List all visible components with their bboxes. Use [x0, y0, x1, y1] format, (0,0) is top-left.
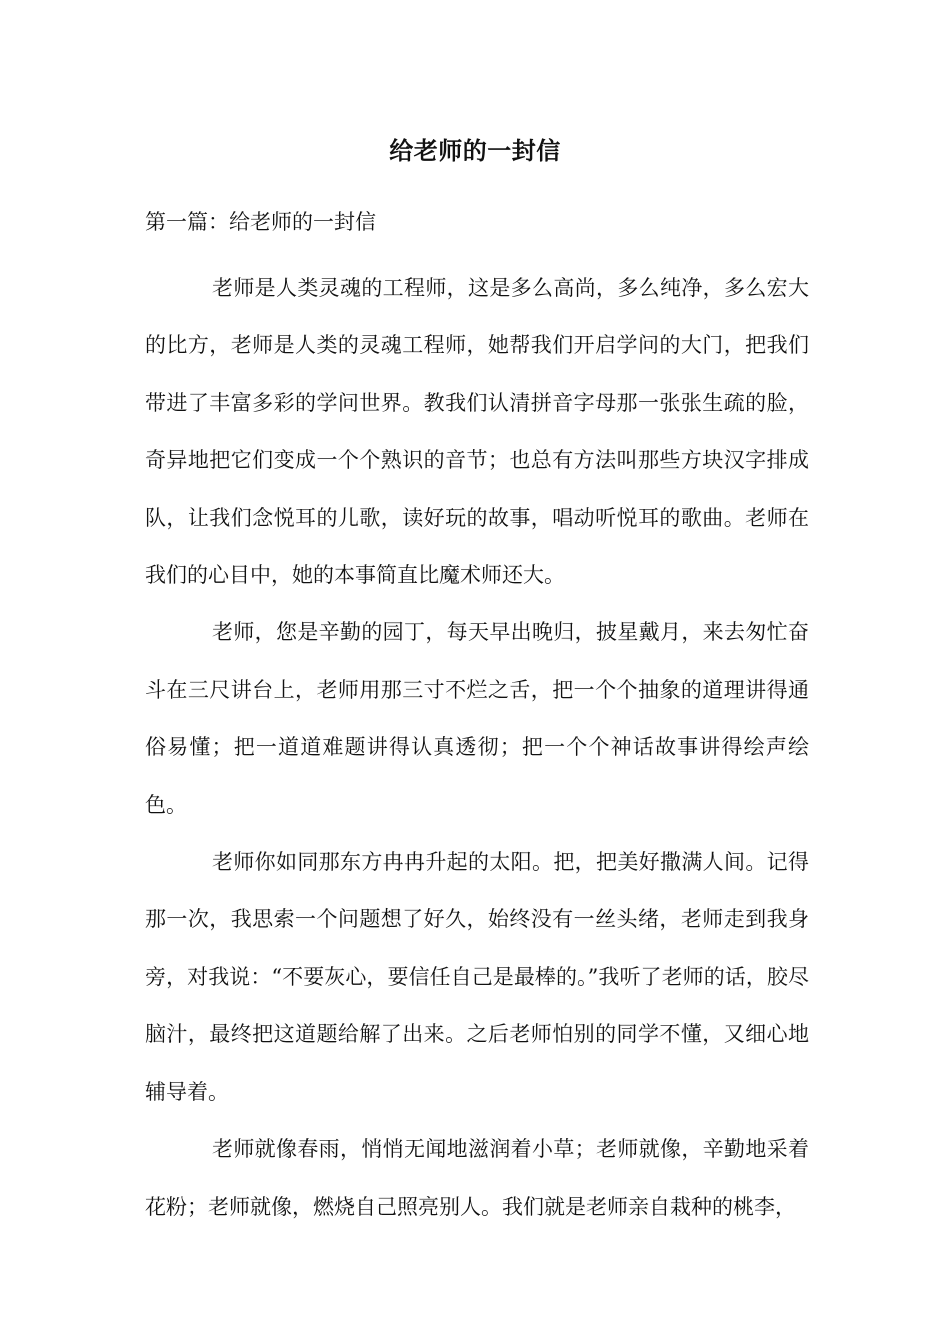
document-title: 给老师的一封信 — [389, 136, 561, 165]
paragraph-4: 老师就像春雨，悄悄无闻地滋润着小草；老师就像，辛勤地采着花粉；老师就像，燃烧自己照亮别人。我们就是老师亲自栽种的桃李， — [145, 1137, 809, 1219]
section-heading: 第一篇：给老师的一封信 — [145, 210, 376, 234]
paragraph-3: 老师你如同那东方冉冉升起的太阳。把，把美好撒满人间。记得那一次，我思索一个问题想了好久，始终没有一丝头绪，老师走到我身旁，对我说：“不要灰心，要信任自己是最棒的。”我听了老师的话，胶尽脑汁，最终把这道题给解了出来。之后老师怕别的同学不懂，又细心地辅导着。 — [145, 850, 809, 1104]
letter-body — [145, 260, 809, 1236]
paragraph-2: 老师，您是辛勤的园丁，每天早出晚归，披星戴月，来去匆忙奋斗在三尺讲台上，老师用那三寸不烂之舌，把一个个抽象的道理讲得通俗易懂；把一道道难题讲得认真透彻；把一个个神话故事讲得绘声绘色。 — [145, 620, 809, 817]
paragraph-1: 老师是人类灵魂的工程师，这是多么高尚，多么纯净，多么宏大的比方，老师是人类的灵魂工程师，她帮我们开启学问的大门，把我们带进了丰富多彩的学问世界。教我们认清拼音字母那一张张生疏的脸，奇异地把它们变成一个个熟识的音节；也总有方法叫那些方块汉字排成队，让我们念悦耳的儿歌，读好玩的故事，唱动听悦耳的歌曲。老师在我们的心目中，她的本事简直比魔术师还大。 — [145, 276, 809, 588]
